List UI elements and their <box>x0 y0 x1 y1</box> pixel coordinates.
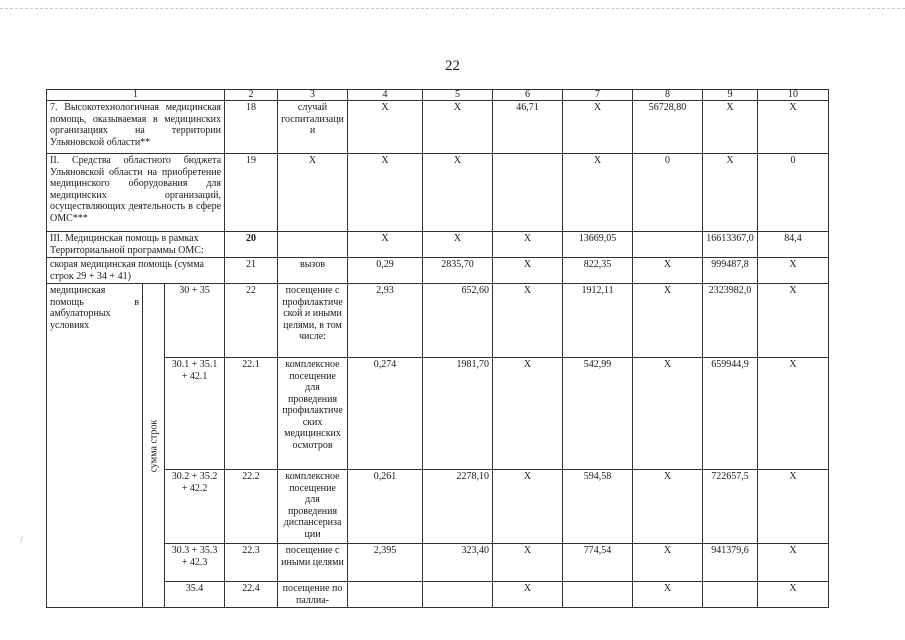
col-header-4: 4 <box>348 90 423 101</box>
cell-col8: Х <box>633 258 703 284</box>
row-sum-formula: 30.2 + 35.2 + 42.2 <box>165 470 225 544</box>
cell-col9: 999487,8 <box>703 258 758 284</box>
row-code: 22.2 <box>225 470 278 544</box>
cell-col9: 659944,9 <box>703 358 758 470</box>
row-label: скорая медицинская помощь (сумма строк 29 + 34 + 41) <box>47 258 225 284</box>
col-header-8: 8 <box>633 90 703 101</box>
cell-col7: Х <box>563 154 633 232</box>
cell-col6: Х <box>493 470 563 544</box>
cell-col6: Х <box>493 284 563 358</box>
cell-col9: 722657,5 <box>703 470 758 544</box>
row-unit: посещение с иными целями <box>278 544 348 582</box>
cell-col10: Х <box>758 284 829 358</box>
vertical-sum-label-cell <box>143 284 165 608</box>
cell-col4: Х <box>348 154 423 232</box>
row-code: 18 <box>225 101 278 154</box>
row-code: 22.3 <box>225 544 278 582</box>
cell-col8: 0 <box>633 154 703 232</box>
cell-col7: 774,54 <box>563 544 633 582</box>
cell-col10: Х <box>758 582 829 608</box>
cell-col6: 46,71 <box>493 101 563 154</box>
cell-col8: Х <box>633 284 703 358</box>
cell-col4 <box>348 582 423 608</box>
cell-col5: Х <box>423 232 493 258</box>
table-row <box>47 284 829 358</box>
row-unit <box>278 232 348 258</box>
col-header-5: 5 <box>423 90 493 101</box>
row-sum-formula: 30.1 + 35.1 + 42.1 <box>165 358 225 470</box>
cell-col9: 941379,6 <box>703 544 758 582</box>
row-code: 22.1 <box>225 358 278 470</box>
cell-col5: 1981,70 <box>423 358 493 470</box>
cell-col10: Х <box>758 358 829 470</box>
row-unit: посещение с профилактической и иными целями, в том числе: <box>278 284 348 358</box>
row-unit: вызов <box>278 258 348 284</box>
cell-col7: Х <box>563 101 633 154</box>
row-unit: комплексное посещение для проведения профилактических медицинских осмотров <box>278 358 348 470</box>
cell-col8: Х <box>633 470 703 544</box>
cell-col6: Х <box>493 258 563 284</box>
cell-col8 <box>633 232 703 258</box>
vertical-sum-label: сумма строк <box>147 419 159 472</box>
budget-table <box>46 89 829 608</box>
cell-col9: Х <box>703 101 758 154</box>
col-header-9: 9 <box>703 90 758 101</box>
cell-col5 <box>423 582 493 608</box>
cell-col10: Х <box>758 101 829 154</box>
cell-col5: 652,60 <box>423 284 493 358</box>
col-header-1: 1 <box>47 90 225 101</box>
row-label: II. Средства областного бюджета Ульяновской области на приобретение медицинского оборудования для медицинских организаций, осуществляющих деятельность в сфере ОМС*** <box>47 154 225 232</box>
cell-col4: 0,29 <box>348 258 423 284</box>
row-unit: Х <box>278 154 348 232</box>
col-header-10: 10 <box>758 90 829 101</box>
cell-col4: 2,93 <box>348 284 423 358</box>
row-code: 21 <box>225 258 278 284</box>
cell-col9: 16613367,0 <box>703 232 758 258</box>
table-row <box>47 258 829 284</box>
cell-col5: Х <box>423 154 493 232</box>
table-row <box>47 101 829 154</box>
cell-col7 <box>563 582 633 608</box>
col-header-7: 7 <box>563 90 633 101</box>
cell-col10: 84,4 <box>758 232 829 258</box>
cell-col4: Х <box>348 101 423 154</box>
row-sum-formula: 35.4 <box>165 582 225 608</box>
cell-col4: 2,395 <box>348 544 423 582</box>
cell-col7: 13669,05 <box>563 232 633 258</box>
row-unit: комплексное посещение для проведения диспансеризации <box>278 470 348 544</box>
cell-col5: 323,40 <box>423 544 493 582</box>
group-label: медицинская помощь в амбулаторных условиях <box>47 284 143 608</box>
cell-col4: Х <box>348 232 423 258</box>
cell-col4: 0,261 <box>348 470 423 544</box>
scan-top-edge <box>0 8 905 9</box>
row-code: 22 <box>225 284 278 358</box>
cell-col10: Х <box>758 544 829 582</box>
cell-col6: Х <box>493 232 563 258</box>
table-row <box>47 154 829 232</box>
cell-col9: 2323982,0 <box>703 284 758 358</box>
row-label: III. Медицинская помощь в рамках Территориальной программы ОМС: <box>47 232 225 258</box>
cell-col6 <box>493 154 563 232</box>
cell-col8: Х <box>633 582 703 608</box>
col-header-3: 3 <box>278 90 348 101</box>
cell-col5: 2278,10 <box>423 470 493 544</box>
cell-col10: 0 <box>758 154 829 232</box>
cell-col8: Х <box>633 358 703 470</box>
col-header-6: 6 <box>493 90 563 101</box>
col-header-2: 2 <box>225 90 278 101</box>
cell-col6: Х <box>493 544 563 582</box>
cell-col4: 0,274 <box>348 358 423 470</box>
cell-col7: 822,35 <box>563 258 633 284</box>
cell-col9 <box>703 582 758 608</box>
row-code: 19 <box>225 154 278 232</box>
cell-col5: 2835,70 <box>423 258 493 284</box>
cell-col7: 1912,11 <box>563 284 633 358</box>
row-unit: случай госпитализации <box>278 101 348 154</box>
cell-col6: Х <box>493 582 563 608</box>
cell-col9: Х <box>703 154 758 232</box>
row-sum-formula: 30.3 + 35.3 + 42.3 <box>165 544 225 582</box>
row-code: 20 <box>225 232 278 258</box>
table-row <box>47 232 829 258</box>
scan-speck: / <box>20 535 23 546</box>
row-sum-formula: 30 + 35 <box>165 284 225 358</box>
cell-col8: 56728,80 <box>633 101 703 154</box>
row-code: 22.4 <box>225 582 278 608</box>
page-number: 22 <box>445 58 460 74</box>
row-unit: посещение по паллиа- <box>278 582 348 608</box>
cell-col7: 542,99 <box>563 358 633 470</box>
cell-col5: Х <box>423 101 493 154</box>
cell-col8: Х <box>633 544 703 582</box>
column-number-row <box>47 90 829 101</box>
cell-col7: 594,58 <box>563 470 633 544</box>
cell-col10: Х <box>758 470 829 544</box>
row-label: 7. Высокотехнологичная медицинская помощь, оказываемая в медицинских организациях на территории Ульяновской области** <box>47 101 225 154</box>
cell-col10: Х <box>758 258 829 284</box>
cell-col6: Х <box>493 358 563 470</box>
